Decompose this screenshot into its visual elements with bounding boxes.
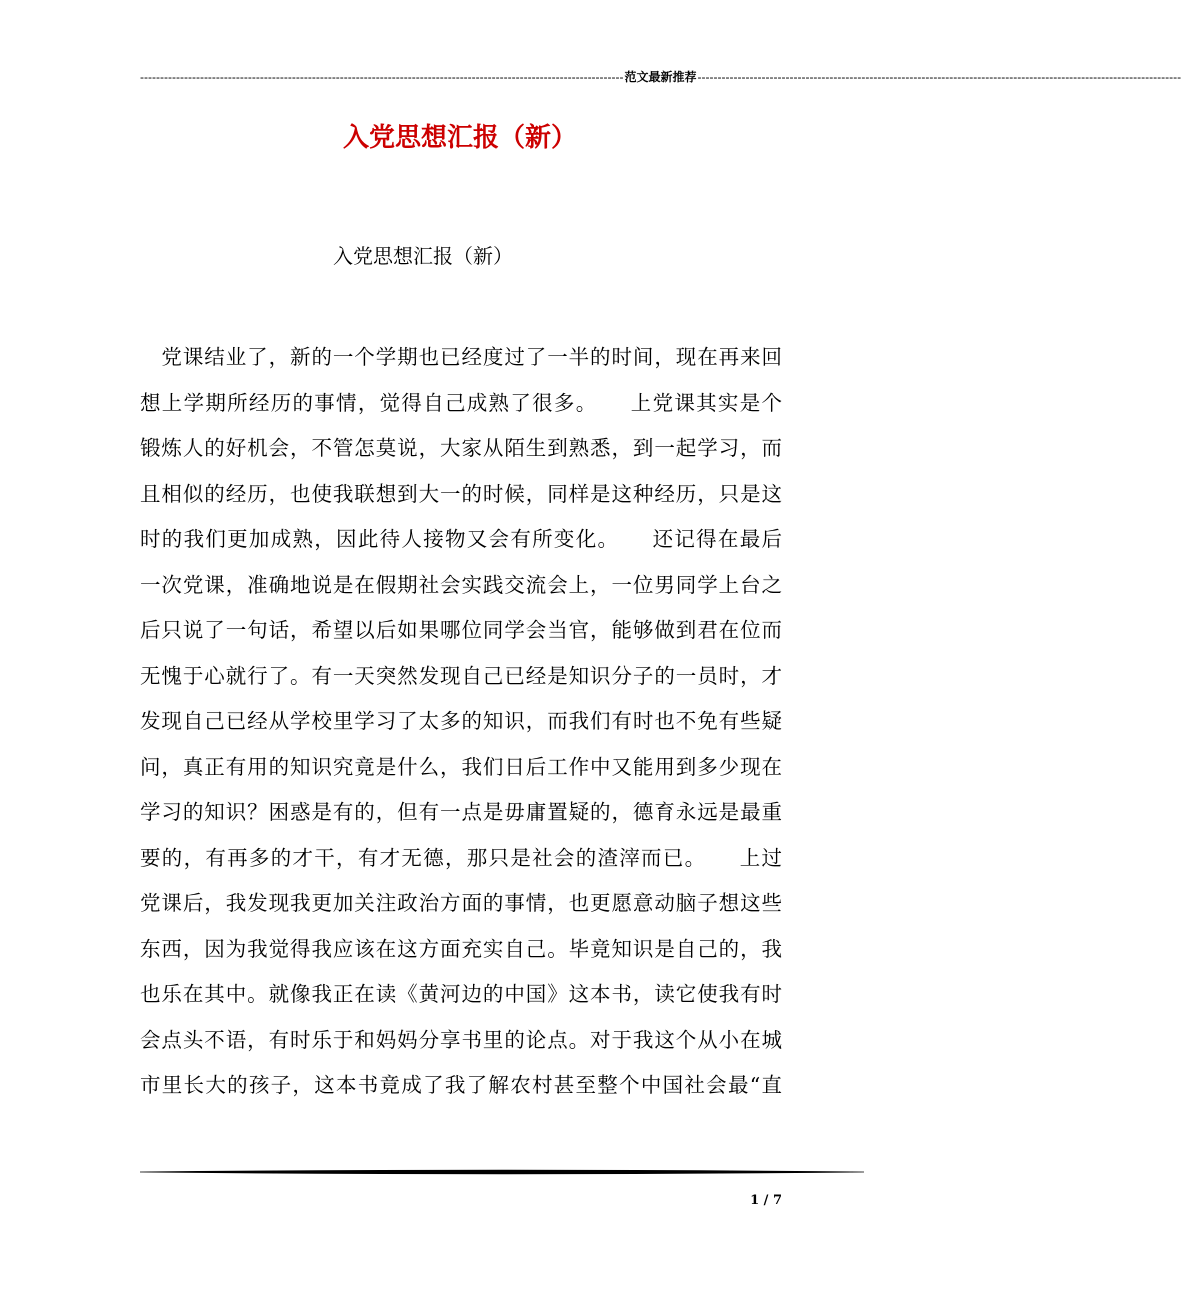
body-paragraph — [140, 335, 782, 1109]
page-number: 1 / 7 — [750, 1193, 782, 1208]
body-line: 发现自己已经从学校里学习了太多的知识，而我们有时也不免有些疑 — [140, 709, 782, 733]
body-line: 且相似的经历，也使我联想到大一的时候，同样是这种经历，只是这 — [140, 481, 782, 506]
body-line: 想上学期所经历的事情，觉得自己成熟了很多。 上党课其实是个 — [140, 390, 782, 415]
body-line: 一次党课，准确地说是在假期社会实践交流会上，一位男同学上台之 — [140, 572, 782, 597]
body-line: 也乐在其中。就像我正在读《黄河边的中国》这本书，读它使我有时 — [140, 982, 782, 1006]
body-line: 问，真正有用的知识究竟是什么，我们日后工作中又能用到多少现在 — [140, 754, 782, 779]
header-right-dashes: ------------------------------------------------------------------------------------------------------------------------- — [697, 70, 1181, 84]
body-line: 党课后，我发现我更加关注政治方面的事情，也更愿意动脑子想这些 — [140, 891, 782, 915]
body-line: 时的我们更加成熟，因此待人接物又会有所变化。 还记得在最后 — [140, 527, 782, 551]
body-line: 学习的知识？困惑是有的，但有一点是毋庸置疑的，德育永远是最重 — [140, 800, 782, 824]
body-line: 党课结业了，新的一个学期也已经度过了一半的时间，现在再来回 — [140, 345, 782, 369]
body-line: 东西，因为我觉得我应该在这方面充实自己。毕竟知识是自己的，我 — [140, 936, 782, 961]
document-subtitle: 入党思想汇报（新） — [333, 244, 513, 268]
header-banner — [140, 68, 1181, 86]
body-line: 会点头不语，有时乐于和妈妈分享书里的论点。对于我这个从小在城 — [140, 1027, 782, 1052]
body-line: 市里长大的孩子，这本书竟成了我了解农村甚至整个中国社会最“直 — [140, 1073, 782, 1097]
body-line: 后只说了一句话，希望以后如果哪位同学会当官，能够做到君在位而 — [140, 618, 782, 642]
body-line: 锻炼人的好机会，不管怎莫说，大家从陌生到熟悉，到一起学习，而 — [140, 436, 782, 460]
footer-rule — [140, 1168, 864, 1176]
page-title: 入党思想汇报（新） — [342, 123, 577, 153]
body-line: 要的，有再多的才干，有才无德，那只是社会的渣滓而已。 上过 — [140, 845, 782, 870]
body-line: 无愧于心就行了。有一天突然发现自己已经是知识分子的一员时，才 — [140, 663, 782, 688]
header-label: 范文最新推荐 — [624, 70, 697, 84]
header-left-dashes: ------------------------------------------------------------------------------------------------------------------------- — [140, 70, 624, 84]
